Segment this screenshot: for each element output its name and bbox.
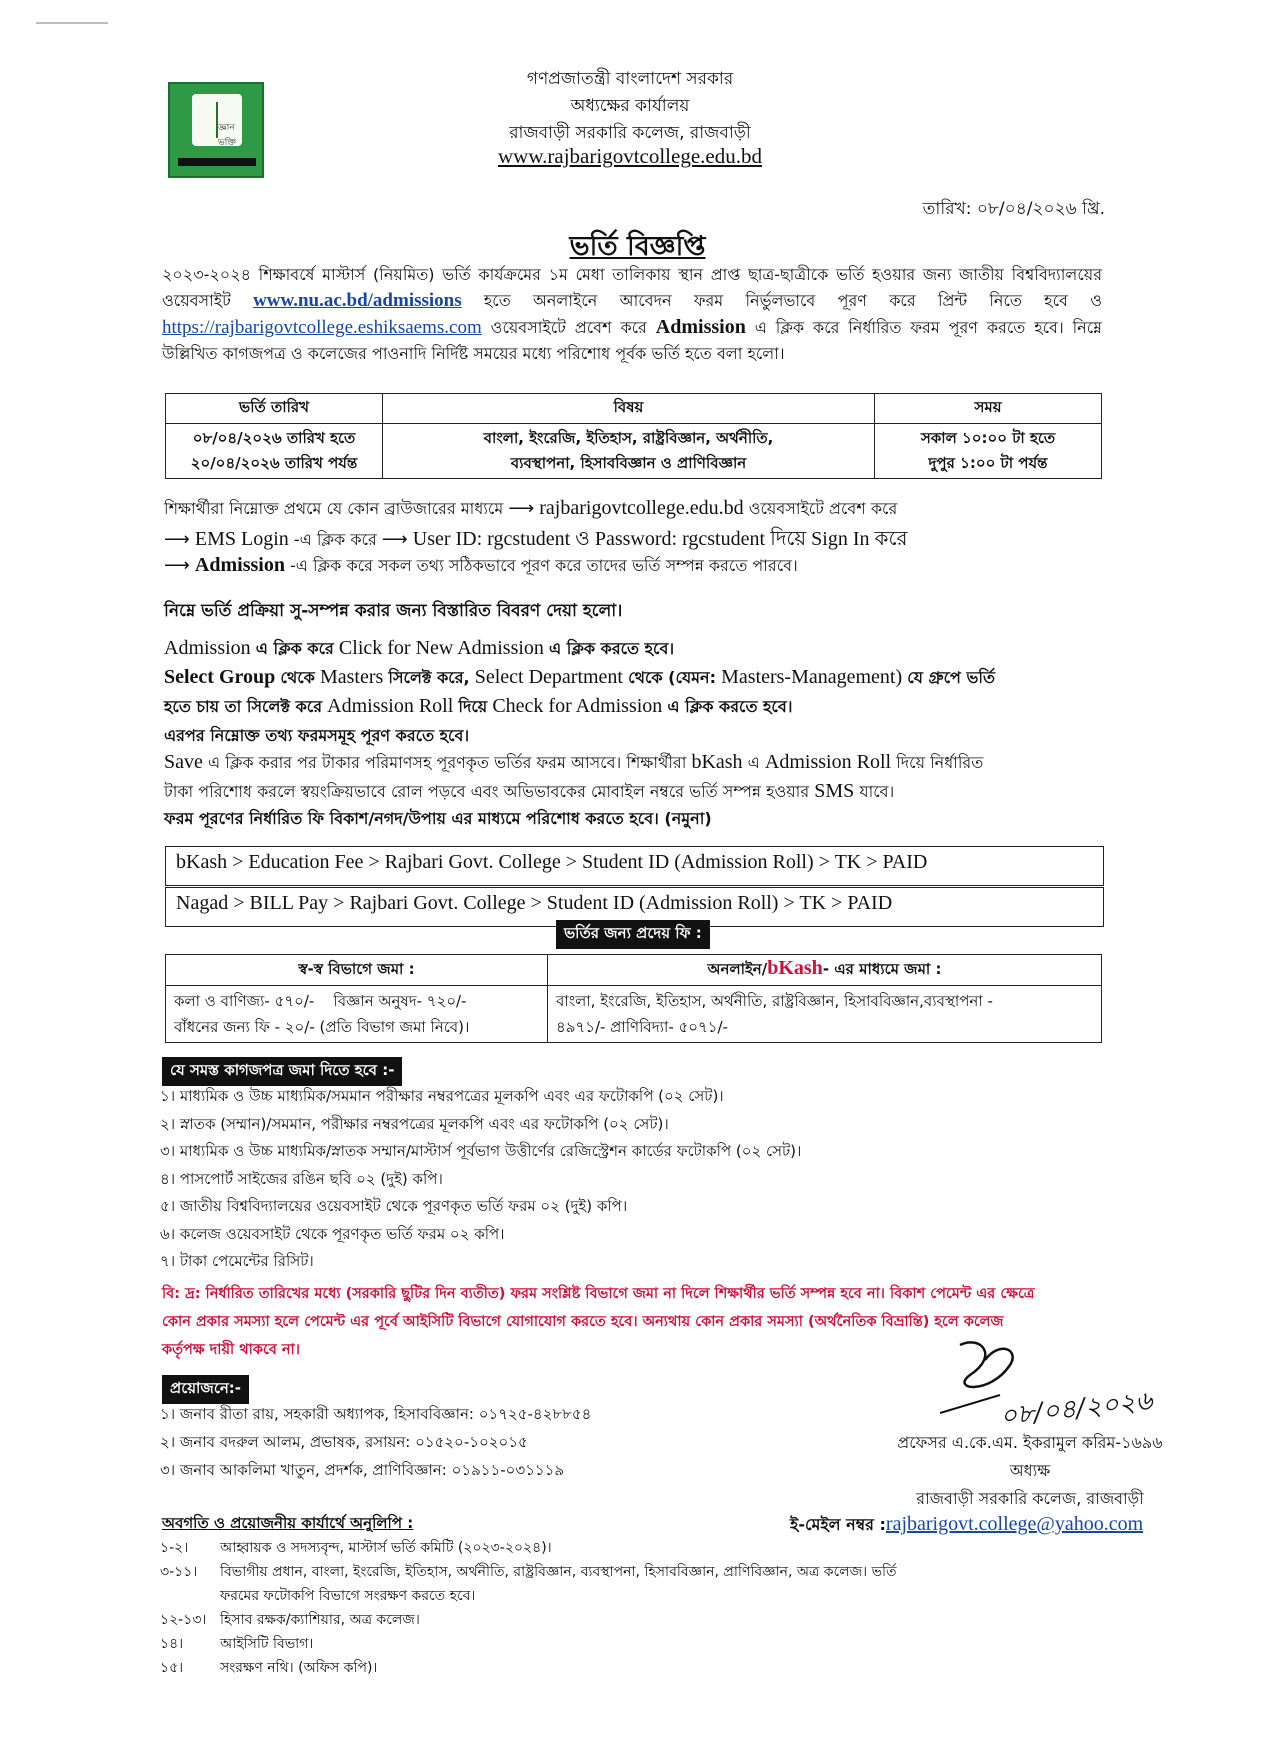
detail-line-4: এরপর নিম্নোক্ত তথ্য ফরমসমূহ পূরণ করতে হবে। [164,726,470,745]
intro-paragraph: ২০২৩-২০২৪ শিক্ষাবর্ষে মাস্টার্স (নিয়মিত) ভর্তি কার্যক্রমের ১ম মেধা তালিকায় স্থান প্রাপ্ত ছাত্র-ছাত্রীকে ভর্তি হওয়ার জন্য জাতীয় বিশ্ববিদ্যালয়ের ওয়েবসাইট www.nu.ac.bd/admissions হতে অনলাইনে আবেদন ফরম নির্ভুলভাবে পূরণ করে প্রিন্ট নিতে হবে ও https://rajbarigovtcollege.eshiksaems.com ওয়েবসাইটে প্রবেশ করে Admission এ ক্লিক করে নির্ধারিত ফরম পূরণ করতে হবে। নিম্নে উল্লিখিত কাগজপত্র ও কলেজের পাওনাদি নির্দিষ্ট সময়ের মধ্যে পরিশোধ পূর্বক ভর্তি হতে বলা হলো। [162,265,1102,363]
fees-label: ভর্তির জন্য প্রদেয় ফি : [556,920,710,949]
document-item: ১। মাধ্যমিক ও উচ্চ মাধ্যমিক/সমমান পরীক্ষার নম্বরপত্রের মূলকপি এবং এর ফটোকপি (০২ সেট)। [160,1087,724,1105]
signatory-college: রাজবাড়ী সরকারি কলেজ, রাজবাড়ী [916,1489,1144,1508]
signatory-name: প্রফেসর এ.কে.এম. ইকরামুল করিম-১৬৯৬ [897,1433,1163,1452]
header-office: অধ্যক্ষের কার্যালয় [570,96,690,116]
handwritten-date: ০৮/০৪/২০২৬ [998,1386,1154,1432]
step-2: ⟶ EMS Login -এ ক্লিক করে ⟶ User ID: rgcstudent ও Password: rgcstudent দিয়ে Sign In করে [164,528,908,550]
schedule-subjects: বাংলা, ইংরেজি, ইতিহাস, রাষ্ট্রবিজ্ঞান, অর্থনীতি, ব্যবস্থাপনা, হিসাববিজ্ঞান ও প্রাণিবিজ্ঞান [383,424,875,479]
fees-dept-values: কলা ও বাণিজ্য- ৫৭০/- বিজ্ঞান অনুষদ- ৭২০/- বাঁধনের জন্য ফি - ২০/- (প্রতি বিভাগ জমা নিবে)। [166,986,548,1043]
notice-date: তারিখ: ০৮/০৪/২০২৬ খ্রি. [922,199,1105,219]
signatory-designation: অধ্যক্ষ [1009,1461,1051,1480]
detail-line-6: টাকা পরিশোধ করলে স্বয়ংক্রিয়ভাবে রোল পড়বে এবং অভিভাবকের মোবাইল নম্বরে ভর্তি সম্পন্ন হওয়ার SMS যাবে। [164,780,895,802]
email-link[interactable]: rajbarigovt.college@yahoo.com [885,1513,1144,1535]
ems-link[interactable]: https://rajbarigovtcollege.eshiksaems.com [162,317,482,338]
document-item: ৭। টাকা পেমেন্টের রিসিট। [160,1252,314,1270]
bkash-payment-path: bKash > Education Fee > Rajbari Govt. College > Student ID (Admission Roll) > TK > PAID [165,846,1104,886]
details-heading: নিম্নে ভর্তি প্রক্রিয়া সু-সম্পন্ন করার জন্য বিস্তারিত বিবরণ দেয়া হলো। [164,601,623,621]
header-govt: গণপ্রজাতন্ত্রী বাংলাদেশ সরকার [526,69,734,89]
contact-item: ৩। জনাব আকলিমা খাতুন, প্রদর্শক, প্রাণিবিজ্ঞান: ০১৯১১-০৩১১১৯ [160,1461,565,1479]
schedule-dates: ০৮/০৪/২০২৬ তারিখ হতে ২০/০৪/২০২৬ তারিখ পর্যন্ত [166,424,383,479]
detail-line-3: হতে চায় তা সিলেক্ট করে Admission Roll দিয়ে Check for Admission এ ক্লিক করতে হবে। [164,695,793,717]
document-item: ৬। কলেজ ওয়েবসাইট থেকে পূরণকৃত ভর্তি ফরম ০২ কপি। [160,1224,505,1243]
schedule-header-subject: বিষয় [383,394,875,424]
fees-dept-head: স্ব-স্ব বিভাগে জমা : [166,955,548,986]
arrow-icon: ⟶ [381,529,408,550]
detail-line-5: Save এ ক্লিক করার পর টাকার পরিমাণসহ পূরণকৃত ভর্তির ফরম আসবে। শিক্ষার্থীরা bKash এ Admission Roll দিয়ে নির্ধারিত [164,751,984,773]
contacts-list [160,1400,591,1484]
document-item: ৪। পাসপোর্ট সাইজের রঙিন ছবি ০২ (দুই) কপি। [160,1169,443,1188]
fees-online-values: বাংলা, ইংরেজি, ইতিহাস, অর্থনীতি, রাষ্ট্রবিজ্ঞান, হিসাববিজ্ঞান,ব্যবস্থাপনা - ৪৯৭১/- প্রাণিবিদ্যা- ৫০৭১/- [548,986,1102,1043]
documents-label: যে সমস্ত কাগজপত্র জমা দিতে হবে :- [162,1057,402,1086]
contacts-label: প্রয়োজনে:- [162,1375,249,1404]
fees-online-head: অনলাইন/bKash- এর মাধ্যমে জমা : [548,955,1102,986]
signatory-email-line: ই-মেইল নম্বর :rajbarigovt.college@yahoo.com [790,1513,1144,1535]
nu-admission-link[interactable]: www.nu.ac.bd/admissions [253,290,462,311]
college-site-link[interactable]: rajbarigovtcollege.edu.bd [539,497,744,519]
arrow-icon: ⟶ [164,529,190,550]
copies-label: অবগতি ও প্রয়োজনীয় কার্যার্থে অনুলিপি : [162,1514,414,1532]
scan-edge-line [36,22,108,24]
schedule-table [165,393,1102,479]
notice-title: ভর্তি বিজ্ঞপ্তি [569,231,706,262]
schedule-header-date: ভর্তি তারিখ [166,394,383,424]
schedule-time: সকাল ১০:০০ টা হতে দুপুর ১:০০ টা পর্যন্ত [875,424,1102,479]
fees-table [165,954,1102,1043]
arrow-icon: ⟶ [164,555,190,576]
document-item: ৫। জাতীয় বিশ্ববিদ্যালয়ের ওয়েবসাইট থেকে পূরণকৃত ভর্তি ফরম ০২ (দুই) কপি। [160,1197,628,1215]
document-item: ২। স্নাতক (সম্মান)/সমমান, পরীক্ষার নম্বরপত্রের মূলকপি এবং এর ফটোকপি (০২ সেট)। [160,1114,669,1133]
step-1: শিক্ষার্থীরা নিম্নোক্ত প্রথমে যে কোন ব্রাউজারের মাধ্যমে ⟶ rajbarigovtcollege.edu.bd ওয়েবসাইটে প্রবেশ করে [164,497,898,519]
detail-line-7: ফরম পূরণের নির্ধারিত ফি বিকাশ/নগদ/উপায় এর মাধ্যমে পরিশোধ করতে হবে। (নমুনা) [164,809,712,828]
college-logo: জ্ঞান ভক্তি [168,82,264,178]
nagad-payment-path: Nagad > BILL Pay > Rajbari Govt. College > Student ID (Admission Roll) > TK > PAID [165,887,1104,927]
detail-line-1: Admission এ ক্লিক করে Click for New Admission এ ক্লিক করতে হবে। [164,637,675,659]
detail-line-2: Select Group থেকে Masters সিলেক্ট করে, Select Department থেকে (যেমন: Masters-Management) যে গ্রুপে ভর্তি [164,666,995,688]
documents-list [160,1083,801,1276]
schedule-header-time: সময় [875,394,1102,424]
special-note: বি: দ্র: নির্ধারিত তারিখের মধ্যে (সরকারি ছুটির দিন ব্যতীত) ফরম সংশ্লিষ্ট বিভাগে জমা না দিলে শিক্ষার্থীর ভর্তি সম্পন্ন হবে না। বিকাশ পেমেন্ট এর ক্ষেত্রে কোন প্রকার সমস্যা হলে পেমেন্ট এর পূর্বে আইসিটি বিভাগে যোগাযোগ করতে হবে। অন্যথায় কোন প্রকার সমস্যা (অর্থনৈতিক বিভ্রান্তি) হলে কলেজ কর্তৃপক্ষ দায়ী থাকবে না। [162,1286,1035,1358]
header-website[interactable]: www.rajbarigovtcollege.edu.bd [498,144,762,168]
arrow-icon: ⟶ [508,498,535,519]
contact-item: ১। জনাব রীতা রায়, সহকারী অধ্যাপক, হিসাববিজ্ঞান: ০১৭২৫-৪২৮৮৫৪ [160,1405,592,1423]
contact-item: ২। জনাব বদরুল আলম, প্রভাষক, রসায়ন: ০১৫২০-১০২০১৫ [160,1433,528,1451]
header-college: রাজবাড়ী সরকারি কলেজ, রাজবাড়ী [509,123,751,143]
copies-list: ১-২। আহ্বায়ক ও সদস্যবৃন্দ, মাস্টার্স ভর্তি কমিটি (২০২৩-২০২৪)। ৩-১১। বিভাগীয় প্রধান, বাংলা, ইংরেজি, ইতিহাস, অর্থনীতি, রাষ্ট্রবিজ্ঞান, ব্যবস্থাপনা, হিসাববিজ্ঞান, প্রাণিবিজ্ঞান, অত্র কলেজ। ভর্তি ফরমের ফটোকপি বিভাগে সংরক্ষণ করতে হবে। ১২-১৩। হিসাব রক্ষক/ক্যাশিয়ার, অত্র কলেজ। ১৪। আইসিটি বিভাগ। ১৫। সংরক্ষণ নথি। (অফিস কপি)। [160,1540,897,1676]
document-item: ৩। মাধ্যমিক ও উচ্চ মাধ্যমিক/স্নাতক সম্মান/মাস্টার্স পূর্বভাগ উত্তীর্ণের রেজিস্ট্রেশন কার্ডের ফটোকপি (০২ সেট)। [160,1142,802,1160]
step-3: ⟶ Admission -এ ক্লিক করে সকল তথ্য সঠিকভাবে পূরণ করে তাদের ভর্তি সম্পন্ন করতে পারবে। [164,554,798,576]
